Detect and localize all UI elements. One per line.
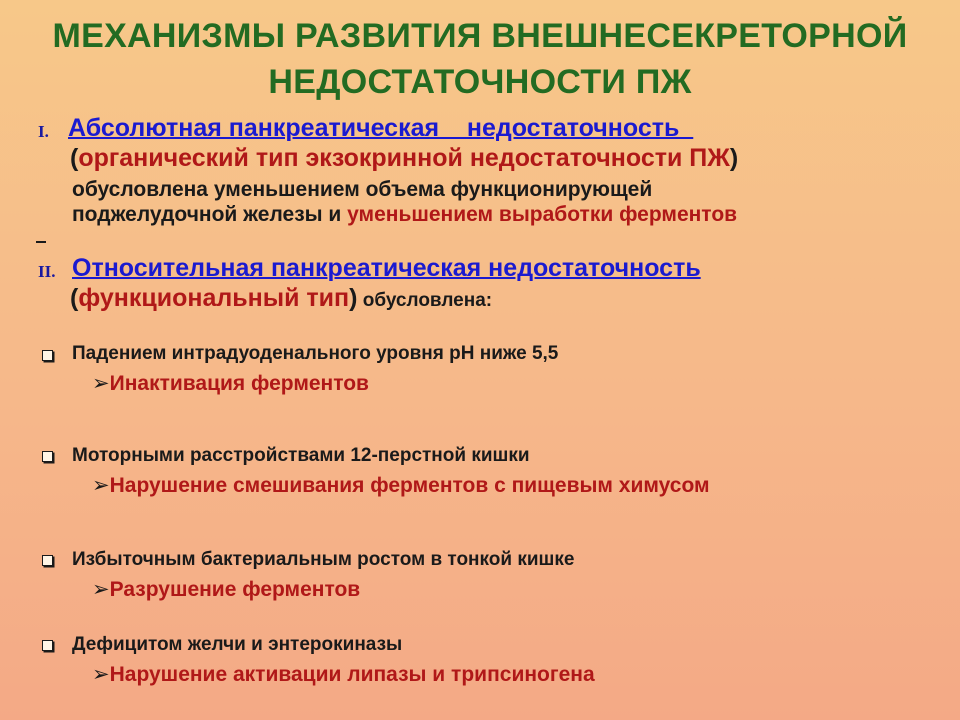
section-1-type-text: органический тип экзокринной недостаточности ПЖ [78,144,730,172]
section-2-heading: Относительная панкреатическая недостаточность [72,254,701,282]
cause-3-text: Избыточным бактериальным ростом в тонкой кишке [72,549,575,570]
section-2-type [70,284,492,313]
section-2-numeral: II. [38,262,56,281]
section-1-line-2-red: уменьшением выработки ферментов [347,203,738,226]
checkbox-bullet-icon [42,555,53,566]
section-1-line-1: обусловлена уменьшением объема функционирующей [72,178,653,201]
checkbox-bullet-icon [42,451,53,462]
arrow-bullet-icon: ➢ [92,578,110,601]
section-1-heading: Абсолютная панкреатическая недостаточность [68,114,694,142]
section-2-tail: обусловлена: [357,290,493,311]
cause-2-effect-text: Нарушение смешивания ферментов с пищевым химусом [109,474,710,497]
cause-1-effect [92,371,369,396]
cause-3-effect-text: Разрушение ферментов [109,578,361,601]
checkbox-bullet-icon [42,350,53,361]
paren-close: ) [729,144,739,172]
section-1-numeral: I. [38,122,49,141]
arrow-bullet-icon: ➢ [92,474,110,497]
cause-3-effect [92,577,360,602]
section-2-type-text: функциональный тип [78,284,350,312]
paren-close: ) [349,284,358,312]
paren-open: ( [70,284,79,312]
cause-4-effect-text: Нарушение активации липазы и трипсиногена [109,663,595,686]
cause-1-text: Падением интрадуоденального уровня рН ниже 5,5 [72,343,559,364]
cause-4-text: Дефицитом желчи и энтерокиназы [72,634,403,655]
cause-1-effect-text: Инактивация ферментов [109,372,369,395]
slide-title-line-1: МЕХАНИЗМЫ РАЗВИТИЯ ВНЕШНЕСЕКРЕТОРНОЙ [52,17,908,55]
separator-dash [36,241,46,243]
cause-4-effect [92,662,595,687]
slide-title-line-2: НЕДОСТАТОЧНОСТИ ПЖ [268,63,692,101]
section-1-line-2-dark: поджелудочной железы и [72,203,348,226]
paren-open: ( [70,144,79,172]
section-1-line-2 [72,203,737,227]
cause-2-text: Моторными расстройствами 12-перстной кишки [72,445,530,466]
arrow-bullet-icon: ➢ [92,663,110,686]
section-1-type [70,144,738,173]
checkbox-bullet-icon [42,640,53,651]
arrow-bullet-icon: ➢ [92,372,110,395]
cause-2-effect [92,473,710,498]
